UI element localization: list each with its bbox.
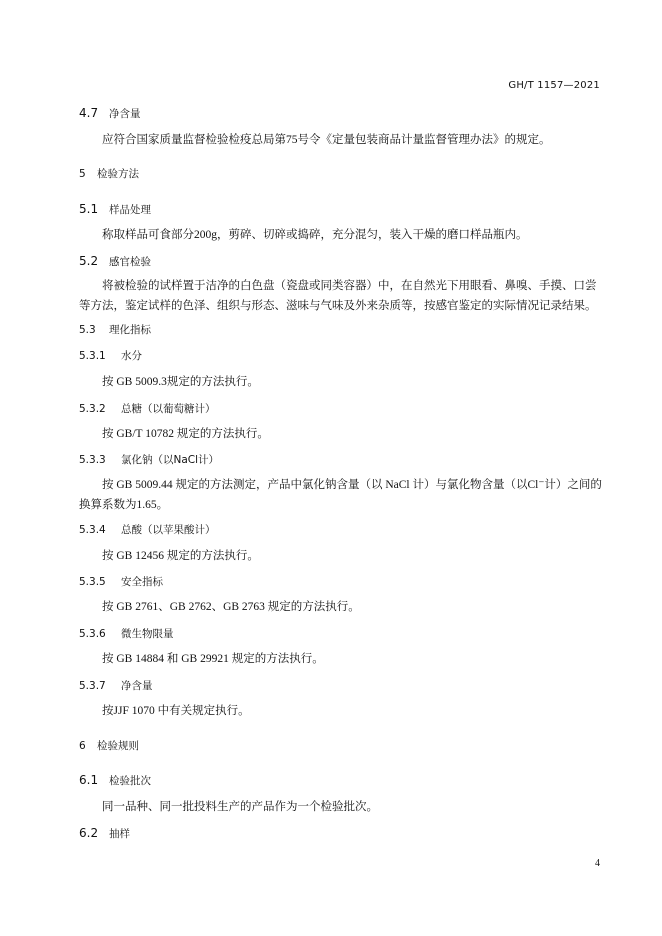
section-title: 净含量: [121, 680, 153, 692]
paragraph: 应符合国家质量监督检验检疫总局第75号令《定量包装商品计量监督管理办法》的规定。: [102, 134, 551, 146]
section-title: 总糖（以葡萄糖计）: [121, 403, 216, 415]
section-heading-5-2: [79, 254, 151, 269]
section-title: 氯化钠（以NaCl计）: [121, 454, 220, 466]
section-number: 5.3.1: [79, 350, 106, 362]
paragraph: 按 GB 5009.3规定的方法执行。: [102, 376, 259, 388]
page-number: 4: [595, 858, 600, 869]
section-title: 理化指标: [109, 324, 151, 336]
section-title: 感官检验: [109, 256, 151, 268]
section-heading-5-3-3: [79, 452, 219, 467]
section-heading-5: [79, 166, 139, 181]
section-number: 5.3.6: [79, 628, 106, 640]
section-title: 微生物限量: [121, 628, 174, 640]
section-title: 样品处理: [109, 204, 151, 216]
section-number: 6.1: [79, 773, 99, 787]
document-code: GH/T 1157—2021: [508, 80, 600, 91]
section-heading-5-3-5: [79, 574, 163, 589]
section-number: 5.1: [79, 202, 99, 216]
section-heading-6: [79, 738, 139, 753]
section-title: 水分: [121, 350, 142, 362]
paragraph: 同一品种、同一批投料生产的产品作为一个检验批次。: [102, 801, 378, 813]
section-number: 4.7: [79, 106, 99, 120]
section-number: 6: [79, 740, 86, 752]
section-heading-5-3-6: [79, 626, 174, 641]
section-heading-5-3: [79, 322, 151, 337]
section-title: 检验方法: [97, 168, 139, 180]
section-number: 5.3.2: [79, 403, 106, 415]
section-title: 净含量: [109, 108, 141, 120]
section-title: 检验批次: [109, 775, 151, 787]
section-number: 5.3.7: [79, 680, 106, 692]
paragraph: 按JJF 1070 中有关规定执行。: [102, 705, 250, 717]
section-number: 5.3.3: [79, 454, 106, 466]
section-heading-4-7: [79, 106, 141, 121]
section-number: 5.3: [79, 324, 96, 336]
section-heading-5-3-1: [79, 348, 142, 363]
paragraph: 按 GB 5009.44 规定的方法测定，产品中氯化钠含量（以 NaCl 计）与氯化物含量（以Cl⁻计）之间的换算系数为1.65。: [79, 479, 602, 511]
paragraph: 按 GB 2761、GB 2762、GB 2763 规定的方法执行。: [102, 601, 360, 613]
paragraph: 按 GB/T 10782 规定的方法执行。: [102, 428, 269, 440]
section-title: 检验规则: [97, 740, 139, 752]
section-number: 5.3.5: [79, 576, 106, 588]
paragraph: 按 GB 14884 和 GB 29921 规定的方法执行。: [102, 653, 324, 665]
section-heading-6-1: [79, 773, 151, 788]
paragraph: 按 GB 12456 规定的方法执行。: [102, 550, 259, 562]
section-number: 5: [79, 168, 86, 180]
paragraph: 将被检验的试样置于洁净的白色盘（瓷盘或同类容器）中，在自然光下用眼看、鼻嗅、手摸、口尝等方法，鉴定试样的色泽、组织与形态、滋味与气味及外来杂质等，按感官鉴定的实际情况记录结果。: [79, 280, 597, 312]
section-number: 5.2: [79, 254, 99, 268]
section-heading-6-2: [79, 826, 130, 841]
section-number: 6.2: [79, 826, 99, 840]
section-title: 抽样: [109, 828, 130, 840]
section-title: 总酸（以苹果酸计）: [121, 524, 216, 536]
section-heading-5-3-2: [79, 401, 216, 416]
section-heading-5-3-4: [79, 522, 216, 537]
paragraph: 称取样品可食部分200g，剪碎、切碎或捣碎，充分混匀，装入干燥的磨口样品瓶内。: [102, 229, 528, 241]
section-heading-5-3-7: [79, 678, 153, 693]
section-heading-5-1: [79, 202, 151, 217]
section-title: 安全指标: [121, 576, 163, 588]
section-number: 5.3.4: [79, 524, 106, 536]
